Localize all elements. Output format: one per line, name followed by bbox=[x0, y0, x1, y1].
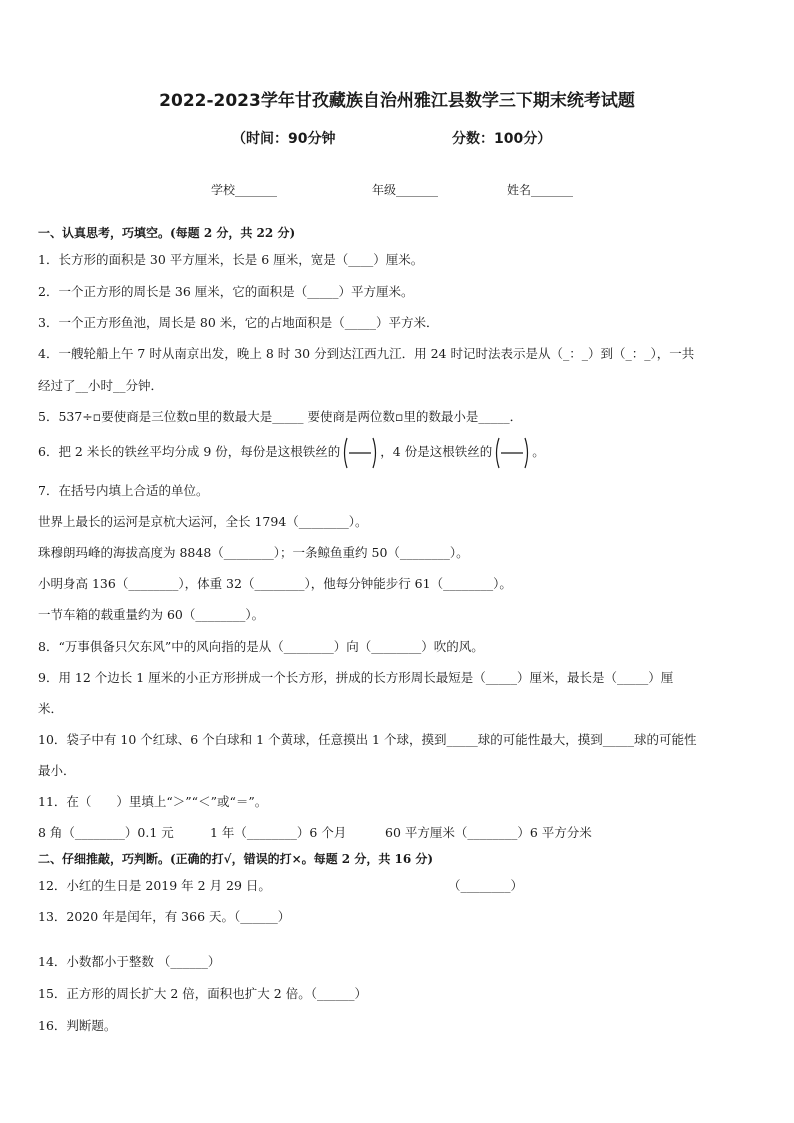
question-3: 3．一个正方形鱼池，周长是 80 米，它的占地面积是（_____）平方米． bbox=[38, 315, 439, 330]
question-7: 7．在括号内填上合适的单位。 bbox=[38, 483, 209, 498]
question-4-line1: 4．一艘轮船上午 7 时从南京出发，晚上 8 时 30 分到达江西九江．用 24 时记时法表示是从（_：_）到（_：_），一共 bbox=[38, 346, 695, 361]
question-12: 12．小红的生日是 2019 年 2 月 29 日。 bbox=[38, 878, 271, 893]
question-7-item-a: 世界上最长的运河是京杭大运河，全长 1794（________）。 bbox=[38, 514, 368, 529]
question-6-part1: 6．把 2 米长的铁丝平均分成 9 份，每份是这根铁丝的 bbox=[38, 444, 341, 459]
exam-title: 2022-2023学年甘孜藏族自治州雅江县数学三下期末统考试题 bbox=[159, 91, 635, 111]
school-field: 学校_______ bbox=[211, 183, 278, 197]
question-6 bbox=[38, 434, 545, 470]
question-10-line1: 10．袋子中有 10 个红球、6 个白球和 1 个黄球，任意摸出 1 个球，摸到_____球的可能性最大，摸到_____球的可能性 bbox=[38, 732, 697, 747]
question-16: 16．判断题。 bbox=[38, 1018, 117, 1033]
exam-time: （时间：90分钟 bbox=[232, 131, 336, 147]
question-7-item-c: 小明身高 136（________），体重 32（________），他每分钟能步行 61（________）。 bbox=[38, 576, 512, 591]
question-7-item-d: 一节车箱的载重量约为 60（________）。 bbox=[38, 607, 265, 622]
question-6-part2: ，4 份是这根铁丝的 bbox=[380, 444, 493, 459]
question-11-item-a: 8 角（________）0.1 元 bbox=[38, 825, 174, 840]
grade-field: 年级_______ bbox=[372, 183, 439, 197]
question-7-item-b: 珠穆朗玛峰的海拔高度为 8848（________）；一条鲸鱼重约 50（________）。 bbox=[38, 545, 469, 560]
fraction-blank-2 bbox=[493, 436, 531, 470]
question-11-item-b: 1 年（________）6 个月 bbox=[210, 825, 347, 840]
question-4-line2: 经过了__小时__分钟． bbox=[38, 378, 164, 393]
question-6-part3: 。 bbox=[532, 444, 545, 459]
question-11-item-c: 60 平方厘米（________）6 平方分米 bbox=[385, 825, 592, 840]
question-9-line1: 9．用 12 个边长 1 厘米的小正方形拼成一个长方形，拼成的长方形周长最短是（_____）厘米，最长是（_____）厘 bbox=[38, 670, 674, 685]
section1-heading: 一、认真思考，巧填空。(每题 2 分，共 22 分) bbox=[38, 226, 296, 240]
question-12-answer-blank: （________） bbox=[448, 878, 524, 893]
name-field: 姓名_______ bbox=[507, 183, 574, 197]
question-9-line2: 米． bbox=[38, 701, 64, 716]
question-13: 13．2020 年是闰年，有 366 天。（______） bbox=[38, 909, 291, 924]
question-8: 8．“万事俱备只欠东风”中的风向指的是从（________）向（________）吹的风。 bbox=[38, 639, 484, 654]
fraction-blank-1 bbox=[341, 436, 379, 470]
question-5: 5．537÷▫要使商是三位数▫里的数最大是_____ 要使商是两位数▫里的数最小是_____． bbox=[38, 409, 523, 424]
question-11: 11．在（ ）里填上“＞”“＜”或“＝”。 bbox=[38, 794, 268, 809]
question-15: 15．正方形的周长扩大 2 倍，面积也扩大 2 倍。（______） bbox=[38, 986, 367, 1001]
exam-score: 分数：100分） bbox=[452, 131, 552, 147]
question-14: 14．小数都小于整数 （______） bbox=[38, 954, 221, 969]
question-10-line2: 最小． bbox=[38, 763, 76, 778]
question-2: 2．一个正方形的周长是 36 厘米，它的面积是（_____）平方厘米。 bbox=[38, 284, 414, 299]
section2-heading: 二、仔细推敲，巧判断。(正确的打√，错误的打×。每题 2 分，共 16 分) bbox=[38, 852, 434, 866]
question-1: 1．长方形的面积是 30 平方厘米，长是 6 厘米，宽是（____）厘米。 bbox=[38, 252, 424, 267]
